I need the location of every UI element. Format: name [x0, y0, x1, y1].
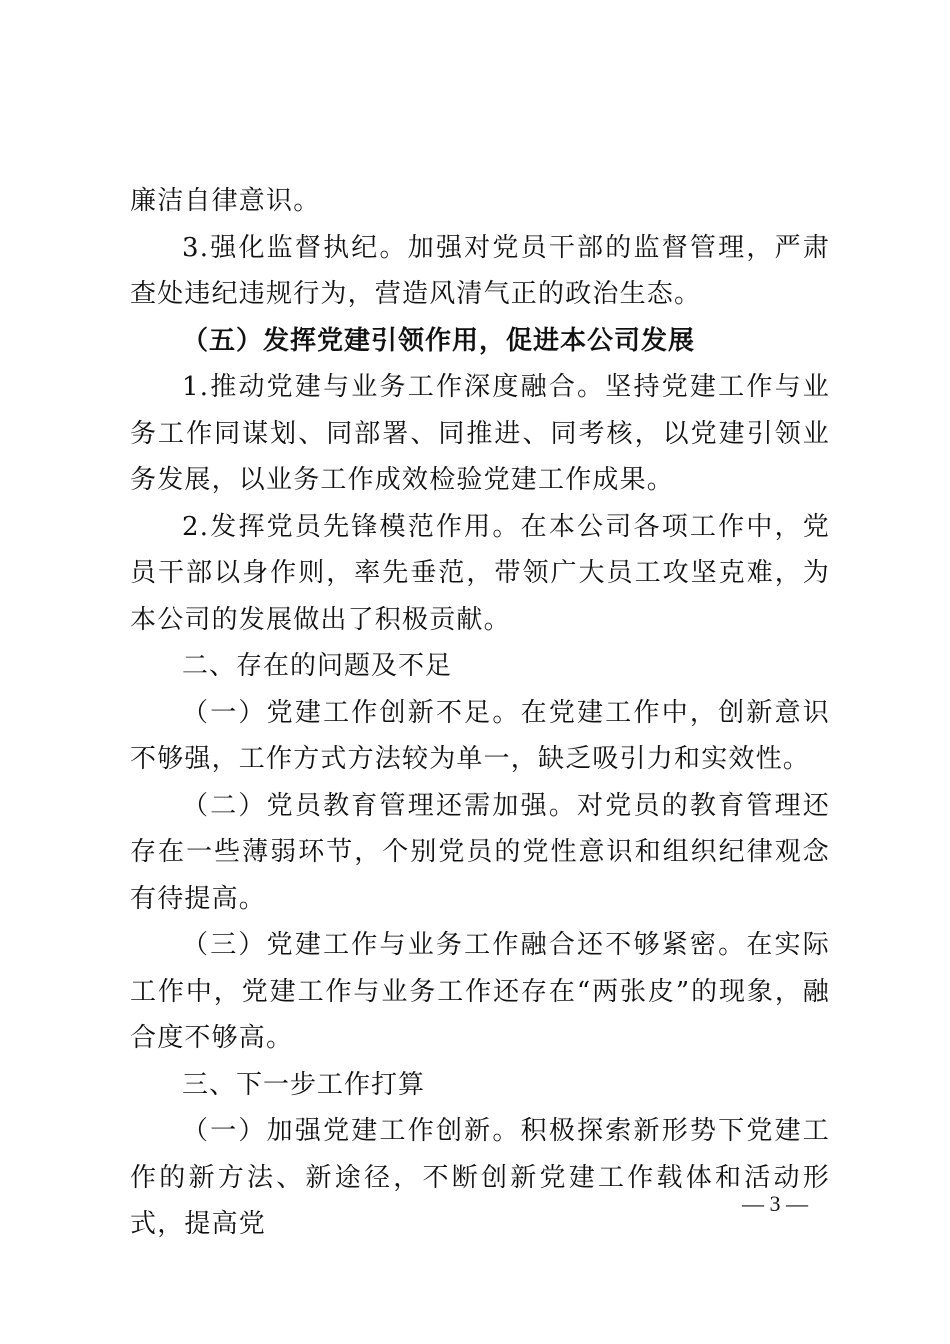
paragraph-vanguard-role: [130, 504, 830, 644]
paragraph-lead: 1.推动党建与业务工作深度融合。: [182, 372, 606, 402]
paragraph-strengthen-supervision: [130, 225, 830, 318]
paragraph-text: 坚持党建工作与业务工作同谋划、同部署、同推进、同考核，以党建引领业务发展，以业务工作成效检验党建工作成果。: [130, 372, 830, 495]
paragraph-text: 在实际工作中，党建工作与业务工作还存在“两张皮”的现象，融合度不够高。: [130, 930, 830, 1053]
paragraph-continuation: [130, 178, 830, 225]
paragraph-text: 在本公司各项工作中，党员干部以身作则，率先垂范，带领广大员工攻坚克难，为本公司的发展做出了积极贡献。: [130, 511, 830, 635]
paragraph-lead: 2.发挥党员先锋模范作用。: [182, 511, 521, 542]
paragraph-lead: （二）党员教育管理还需加强。: [182, 790, 578, 821]
paragraph-text: 加强对党员干部的监督管理，严肃查处违纪违规行为，营造风清气正的政治生态。: [130, 232, 830, 309]
paragraph-problem-education: [130, 783, 830, 923]
paragraph-integration: [130, 364, 830, 504]
paragraph-text: 对党员的教育管理还存在一些薄弱环节，个别党员的党性意识和组织纪律观念有待提高。: [130, 790, 830, 914]
paragraph-problem-innovation: [130, 690, 830, 783]
document-body: [130, 178, 830, 1248]
paragraph-text: 积极探索新形势下党建工作的新方法、新途径，不断创新党建工作载体和活动形式，提高党: [130, 1116, 831, 1239]
paragraph-lead: （一）党建工作创新不足。: [182, 697, 521, 728]
section-heading-problems: [130, 643, 830, 690]
paragraph-next-innovation: [130, 1108, 830, 1248]
section-heading-five: [130, 318, 830, 365]
paragraph-lead: 3.强化监督执纪。: [182, 232, 408, 263]
paragraph-problem-integration: [130, 922, 830, 1062]
paragraph-text: 在党建工作中，创新意识不够强，工作方式方法较为单一，缺乏吸引力和实效性。: [130, 697, 831, 774]
heading-text: （五）发挥党建引领作用，促进本公司发展: [182, 325, 696, 356]
heading-text: 三、下一步工作打算: [182, 1069, 426, 1100]
heading-text: 二、存在的问题及不足: [182, 651, 453, 681]
paragraph-lead: （三）党建工作与业务工作融合还不够紧密。: [182, 930, 747, 960]
page-number: — 3 —: [742, 1191, 808, 1216]
paragraph-text: 廉洁自律意识。: [130, 186, 321, 216]
section-heading-next-steps: [130, 1062, 830, 1109]
paragraph-lead: （一）加强党建工作创新。: [182, 1116, 521, 1146]
